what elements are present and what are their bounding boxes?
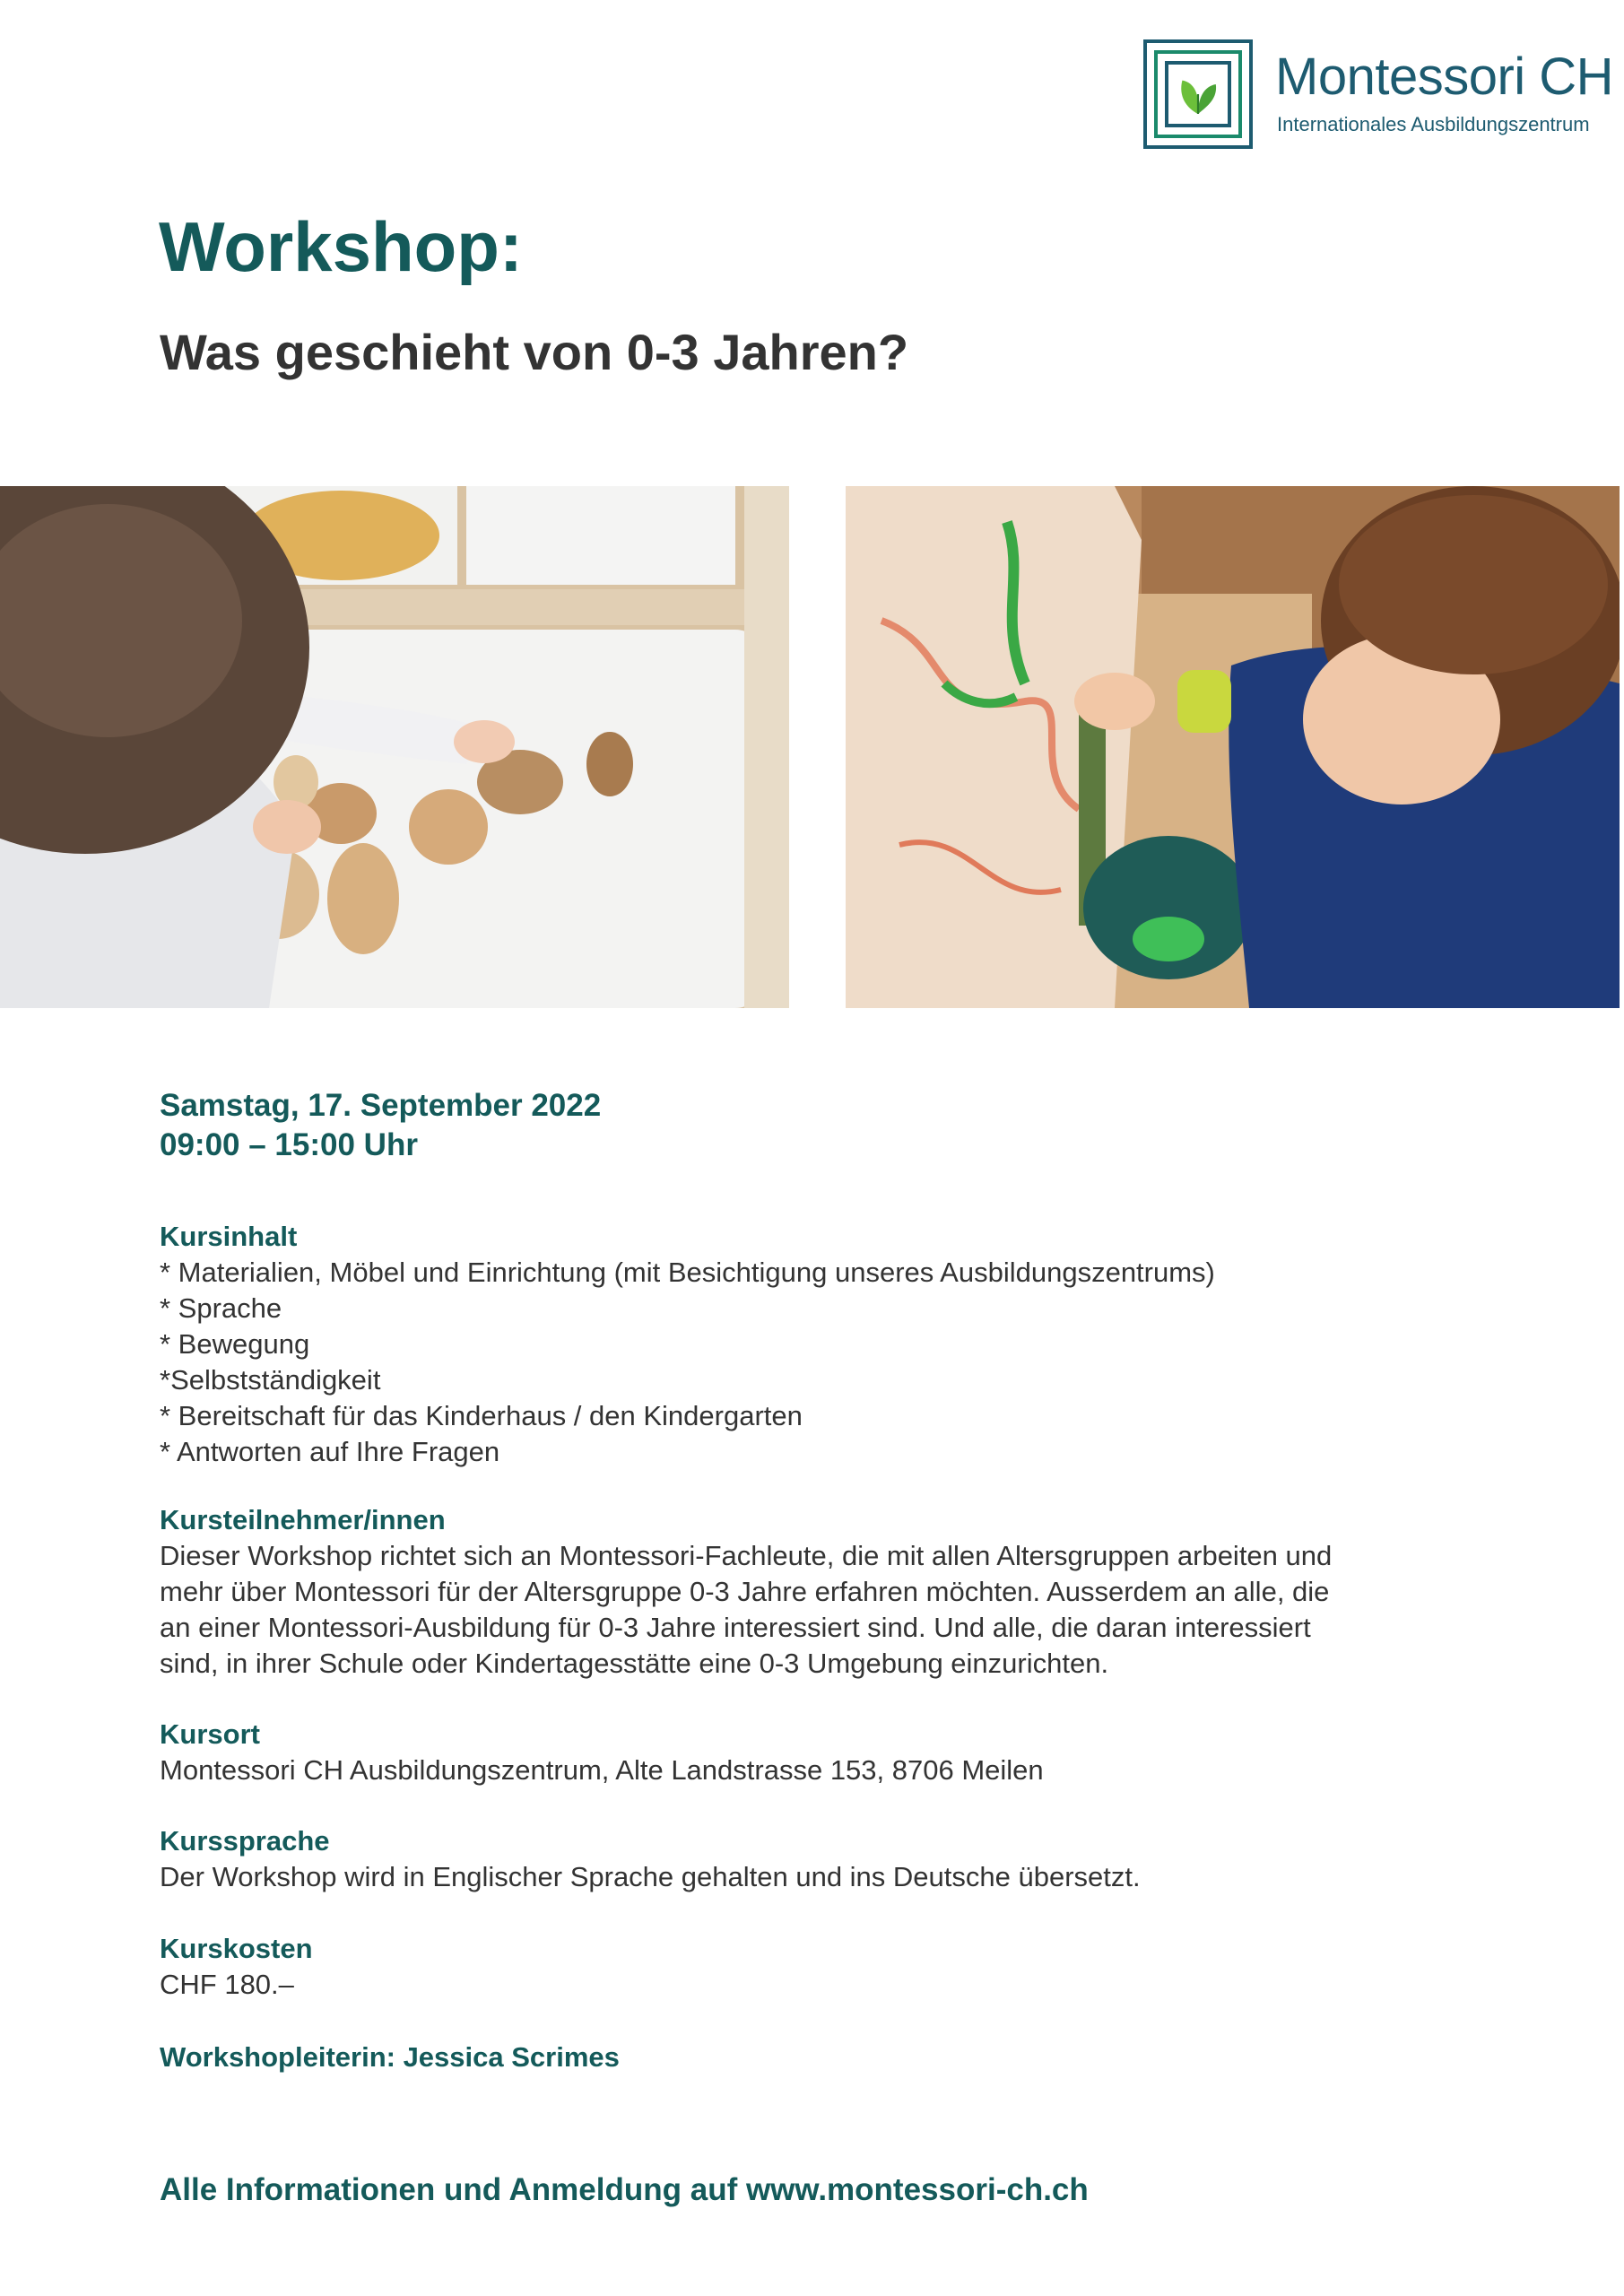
photo-child-wooden-shapes [0,486,789,1008]
paragraph-line: Dieser Workshop richtet sich an Montessori-Fachleute, die mit allen Altersgruppen arbeiten und [160,1540,1333,1571]
logo-frame [1154,50,1242,138]
section-kursinhalt [160,1219,1451,1470]
event-time: 09:00 – 15:00 Uhr [160,1127,418,1162]
list-item: * Bewegung [160,1328,310,1360]
leaf-icon [1165,61,1231,127]
event-datetime [160,1086,601,1165]
section-kursort [160,1717,1451,1788]
event-date: Samstag, 17. September 2022 [160,1088,602,1123]
section-label-kursort: Kursort [160,1718,260,1750]
section-label-kursinhalt: Kursinhalt [160,1221,298,1252]
kurssprache-text: Der Workshop wird in Englischer Sprache gehalten und ins Deutsche übersetzt. [160,1861,1141,1892]
list-item: *Selbstständigkeit [160,1364,381,1396]
section-kursteilnehmer [160,1502,1451,1682]
footer-info-link[interactable]: Alle Informationen und Anmeldung auf www.montessori-ch.ch [160,2172,1089,2207]
logo-mark [1143,39,1253,149]
paragraph-line: sind, in ihrer Schule oder Kindertagesstätte eine 0-3 Umgebung einzurichten. [160,1648,1109,1679]
photo-child-painting [846,486,1620,1008]
kurskosten-price: CHF 180.– [160,1969,294,2000]
section-label-kursteilnehmer: Kursteilnehmer/innen [160,1504,446,1535]
section-kurssprache [160,1823,1451,1895]
paragraph-line: an einer Montessori-Ausbildung für 0-3 Jahre interessiert sind. Und alle, die daran interessiert [160,1612,1311,1643]
list-item: * Materialien, Möbel und Einrichtung (mit Besichtigung unseres Ausbildungszentrums) [160,1257,1215,1288]
list-item: * Antworten auf Ihre Fragen [160,1436,500,1467]
section-kurskosten [160,1931,1451,2003]
section-label-kurssprache: Kurssprache [160,1825,330,1857]
workshop-leader: Workshopleiterin: Jessica Scrimes [160,2041,620,2073]
logo-name: Montessori CH [1275,48,1614,106]
list-item: * Sprache [160,1292,282,1324]
kursort-address: Montessori CH Ausbildungszentrum, Alte Landstrasse 153, 8706 Meilen [160,1754,1044,1786]
page-title: Workshop: [159,207,523,286]
page-subtitle: Was geschieht von 0-3 Jahren? [160,324,909,380]
list-item: * Bereitschaft für das Kinderhaus / den Kindergarten [160,1400,803,1431]
paragraph-line: mehr über Montessori für der Altersgruppe 0-3 Jahre erfahren möchten. Ausserdem an alle, die [160,1576,1330,1607]
section-leitung [160,2039,1451,2075]
section-label-kurskosten: Kurskosten [160,1933,313,1964]
logo-tagline: Internationales Ausbildungszentrum [1277,113,1590,135]
